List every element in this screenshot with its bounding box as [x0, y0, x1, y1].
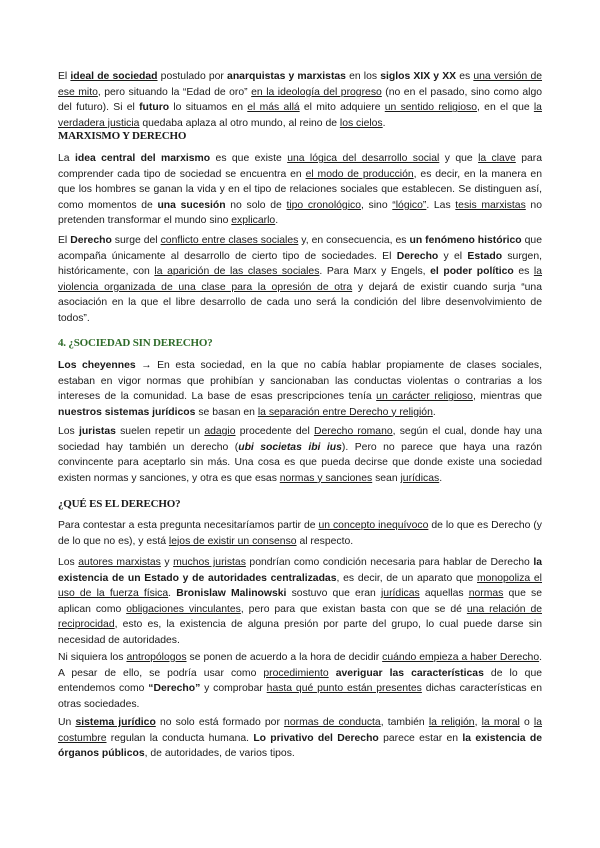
- bold-term: el poder político: [430, 266, 514, 278]
- bold-term: siglos XIX y XX: [380, 71, 457, 82]
- paragraph-sistema-juridico: Un sistema jurídico no solo está formado por normas de conducta, también la religión, la moral o la costumbre regulan la conducta humana. Lo privativo del Derecho parece estar en la existencia de órganos públicos, de autoridades, de varios tipos.: [58, 717, 542, 760]
- underlined-phrase: la verdadera justicia: [58, 102, 542, 129]
- bold-term: anarquistas y marxistas: [227, 71, 346, 82]
- underlined-phrase: procedimiento: [263, 667, 329, 679]
- bold-term: la existencia de órganos públicos: [58, 732, 542, 760]
- paragraph-antropologos: Ni siquiera los antropólogos se ponen de acuerdo a la hora de decidir cuándo empieza a haber Derecho. A pesar de ello, se podría usar como procedimiento averiguar las características de lo que entendemos como “Derecho” y comprobar hasta qué punto están presentes dichas características en otras sociedades.: [58, 652, 542, 710]
- underlined-phrase: monopoliza el uso de la fuerza física: [58, 572, 542, 600]
- bold-term: una sucesión: [157, 199, 226, 211]
- underlined-phrase: la aparición de las clases sociales: [154, 266, 320, 278]
- underlined-phrase: normas y sanciones: [279, 472, 373, 484]
- arrow-right-icon: →: [135, 360, 158, 371]
- bold-term: sistema jurídico: [75, 717, 156, 728]
- underlined-phrase: adagio: [204, 426, 236, 437]
- bold-term: Los cheyennes: [58, 360, 136, 371]
- underlined-phrase: Derecho romano: [313, 426, 393, 437]
- bold-term: Lo privativo del Derecho: [253, 732, 379, 744]
- bold-term: Derecho: [396, 250, 439, 262]
- underlined-phrase: cuándo empieza a haber Derecho: [382, 652, 540, 663]
- underlined-phrase: la separación entre Derecho y religión: [257, 406, 433, 418]
- underlined-phrase: jurídicas: [400, 472, 440, 484]
- underlined-phrase: antropólogos: [126, 652, 187, 663]
- underlined-phrase: explicarlo: [231, 215, 276, 227]
- underlined-phrase: la moral: [481, 717, 520, 728]
- heading-marxismo-derecho: MARXISMO Y DERECHO: [58, 130, 187, 142]
- bold-term: ideal de sociedad: [70, 71, 158, 82]
- bold-term: la existencia de un Estado y de autoridades centralizadas: [58, 557, 542, 584]
- underlined-phrase: una relación de reciprocidad: [58, 603, 542, 631]
- paragraph-contestar: Para contestar a esta pregunta necesitaríamos partir de un concepto inequívoco de lo que es Derecho (y de lo que no es), y está lejos de existir un consenso al respecto.: [58, 520, 542, 547]
- paragraph-ideal-sociedad: El ideal de sociedad postulado por anarquistas y marxistas en los siglos XIX y XX es una versión de ese mito, pero situando la “Edad de oro” en la ideología del progreso (no en el pasado, sino como algo del futuro). Si el futuro lo situamos en el más allá el mito adquiere un sentido religioso, en el que la verdadera justicia quedaba aplaza al otro mundo, al reino de los cielos.: [58, 71, 543, 129]
- heading-que-es-derecho: ¿QUÉ ES EL DERECHO?: [58, 498, 181, 510]
- underlined-phrase: una lógica del desarrollo social: [287, 153, 440, 164]
- paragraph-juristas: Los juristas suelen repetir un adagio procedente del Derecho romano, según el cual, donde hay una sociedad hay también un derecho (ubi societas ibi ius). Pero no parece que haya una razón convincente para aceptarlo sin más. Una cosa es que pueda decirse que donde existe una sociedad existen normas y sanciones, y otra es que esas normas y sanciones sean jurídicas.: [58, 426, 542, 484]
- underlined-phrase: conflicto entre clases sociales: [160, 235, 299, 246]
- underlined-phrase: una versión de ese mito: [58, 71, 543, 98]
- bold-term: Bronislaw Malinowski: [176, 588, 287, 600]
- bold-term: Derecho: [70, 235, 112, 246]
- underlined-phrase: el más allá: [247, 102, 300, 114]
- underlined-phrase: un carácter religioso: [376, 391, 473, 403]
- heading-sociedad-sin-derecho: 4. ¿SOCIEDAD SIN DERECHO?: [58, 337, 213, 349]
- underlined-phrase: hasta qué punto están presentes: [266, 683, 422, 695]
- latin-phrase: ubi societas ibi ius: [238, 441, 342, 453]
- underlined-phrase: obligaciones vinculantes: [126, 603, 241, 615]
- underlined-phrase: tesis marxistas: [455, 199, 526, 211]
- underlined-phrase: autores marxistas: [78, 557, 161, 568]
- paragraph-derecho-surge: El Derecho surge del conflicto entre clases sociales y, en consecuencia, es un fenómeno histórico que acompaña únicamente al desarrollo de cierto tipo de sociedades. El Derecho y el Estado surgen, históricamente, con la aparición de las clases sociales. Para Marx y Engels, el poder político es la violencia organizada de una clase para la opresión de otra y dejará de existir cuando surja “una asociación en la que el libre desarrollo de cada uno será la condición del libre desenvolvimiento de todos”.: [58, 235, 542, 324]
- paragraph-idea-marxismo: La idea central del marxismo es que existe una lógica del desarrollo social y que la clave para comprender cada tipo de sociedad se encuentra en el modo de producción, es decir, en la manera en que los hombres se ganan la vida y en el tipo de relaciones sociales que establecen. Se distinguen así, como momentos de una sucesión no solo de tipo cronológico, sino “lógico”. Las tesis marxistas no pretenden transformar el mundo sino explicarlo.: [58, 153, 543, 227]
- underlined-phrase: normas: [468, 588, 504, 600]
- underlined-phrase: en la ideología del progreso: [251, 86, 382, 98]
- paragraph-autores-marxistas: Los autores marxistas y muchos juristas pondrían como condición necesaria para hablar de Derecho la existencia de un Estado y de autoridades centralizadas, es decir, de un aparato que monopoliza el uso de la fuerza física. Bronislaw Malinowski sostuvo que eran jurídicas aquellas normas que se aplican como obligaciones vinculantes, pero para que existan basta con que se dé una relación de reciprocidad, esto es, la existencia de alguna presión por parte del grupo, lo cual puede darse sin necesidad de autoridades.: [58, 557, 542, 646]
- underlined-phrase: la clave: [478, 153, 516, 164]
- underlined-phrase: un concepto inequívoco: [318, 520, 429, 531]
- underlined-phrase: muchos juristas: [173, 557, 246, 568]
- underlined-phrase: la violencia organizada de una clase para la opresión de otra: [58, 266, 542, 293]
- underlined-phrase: la costumbre: [58, 717, 542, 744]
- underlined-phrase: los cielos: [339, 117, 383, 129]
- underlined-phrase: el modo de producción: [305, 168, 414, 180]
- underlined-phrase: la religión: [428, 717, 475, 728]
- bold-term: nuestros sistemas jurídicos: [58, 406, 196, 418]
- underlined-phrase: “lógico”: [392, 199, 427, 211]
- underlined-phrase: jurídicas: [381, 588, 420, 600]
- underlined-phrase: un sentido religioso: [384, 102, 478, 114]
- bold-term: averiguar las características: [335, 667, 484, 679]
- underlined-phrase: lejos de existir un consenso: [168, 535, 297, 547]
- bold-term: juristas: [78, 426, 116, 437]
- bold-term: futuro: [139, 102, 170, 114]
- bold-term: “Derecho”: [148, 683, 201, 695]
- paragraph-cheyennes: Los cheyennes → En esta sociedad, en la que no cabía hablar propiamente de clases sociales, estaban en vigor normas que prohibían y sancionaban las conductas violentas o contrarias a los intereses de la comunidad. La base de esas prescripciones tenía un carácter religioso, mientras que nuestros sistemas jurídicos se basan en la separación entre Derecho y religión.: [58, 360, 543, 418]
- bold-term: Estado: [467, 250, 503, 262]
- underlined-phrase: tipo cronológico: [286, 199, 361, 211]
- bold-term: un fenómeno histórico: [409, 235, 522, 246]
- bold-term: idea central del marxismo: [74, 153, 211, 164]
- underlined-phrase: normas de conducta: [284, 717, 381, 728]
